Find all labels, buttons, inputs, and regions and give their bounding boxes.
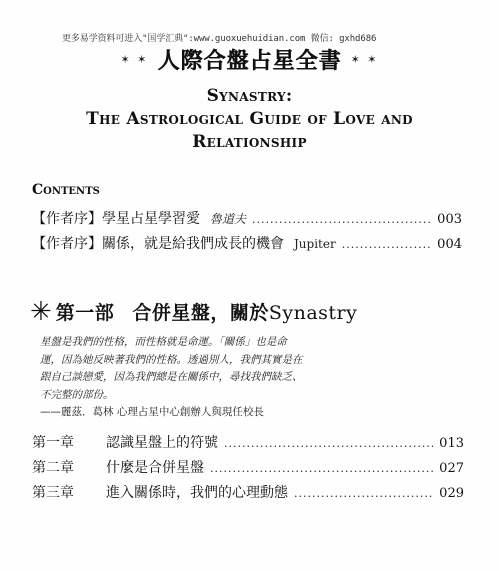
stars-right-icon: ✶ ✶ xyxy=(350,53,379,66)
part-title-english: Synastry xyxy=(268,302,358,324)
quote-line: 星盤是我們的性格，而性格就是命運。「關係」也是命 xyxy=(40,336,287,348)
toc-entry-preface-1[interactable] xyxy=(32,208,462,228)
english-title-line-1: Synastry: xyxy=(206,86,293,106)
epigraph-quote xyxy=(40,334,460,422)
toc-entry-chapter-3[interactable] xyxy=(32,482,464,504)
toc-entry-page: 003 xyxy=(437,212,462,227)
chapter-title: 進入關係時，我們的心理動態 xyxy=(106,485,288,501)
toc-dot-leader xyxy=(224,437,433,450)
chapter-number: 第二章 xyxy=(32,460,74,476)
part-one-heading xyxy=(30,298,357,325)
star-burst-icon: ✳ xyxy=(30,296,52,327)
english-title-line-2: The Astrological Guide of Love and xyxy=(86,109,413,129)
book-title: 人際合盤占星全書 xyxy=(157,49,342,74)
chapter-page: 027 xyxy=(439,461,464,476)
toc-dot-leader xyxy=(294,487,433,500)
quote-line: 跟自己談戀愛，因為我們總是在關係中，尋找我們缺乏、 xyxy=(40,371,303,383)
toc-entry-page: 004 xyxy=(437,237,462,252)
contents-heading: Contents xyxy=(32,182,100,198)
chapter-number: 第一章 xyxy=(32,435,74,451)
toc-dot-leader xyxy=(252,213,431,226)
chapter-title: 什麼是合併星盤 xyxy=(106,460,204,476)
book-title-banner xyxy=(0,44,499,75)
quote-line: 運，因為她反映著我們的性格。透過別人，我們其實是在 xyxy=(40,353,303,366)
chapter-page: 029 xyxy=(439,486,464,501)
toc-dot-leader xyxy=(210,462,433,475)
watermark-text: 更多易学资料可进入"国学汇典":www.guoxuehuidian.com 微信: gxhd686 xyxy=(62,34,377,44)
toc-entry-author: Jupiter xyxy=(294,237,336,251)
toc-entry-preface-2[interactable] xyxy=(32,233,462,253)
quote-line: 不完整的部份。 xyxy=(40,388,114,401)
toc-entry-author: 魯道夫 xyxy=(210,212,247,226)
toc-entry-label: 【作者序】學星占星學習愛 xyxy=(32,211,200,227)
part-title xyxy=(56,298,358,325)
toc-entry-chapter-2[interactable] xyxy=(32,457,464,479)
stars-left-icon: ✶ ✶ xyxy=(120,53,149,66)
toc-entry-label: 【作者序】關係，就是給我們成長的機會 xyxy=(32,236,284,252)
toc-dot-leader xyxy=(342,238,431,251)
part-title-text: 合併星盤，關於 xyxy=(132,302,269,324)
quote-signature: ——麗茲．葛林 心理占星中心創辦人與現任校長 xyxy=(40,406,264,418)
part-label: 第一部 xyxy=(55,302,115,324)
chapter-page: 013 xyxy=(439,436,464,451)
chapter-title: 認識星盤上的符號 xyxy=(106,435,218,451)
chapter-number: 第三章 xyxy=(32,485,74,501)
english-title-line-3: Relationship xyxy=(192,132,307,152)
toc-entry-chapter-1[interactable] xyxy=(32,432,464,454)
